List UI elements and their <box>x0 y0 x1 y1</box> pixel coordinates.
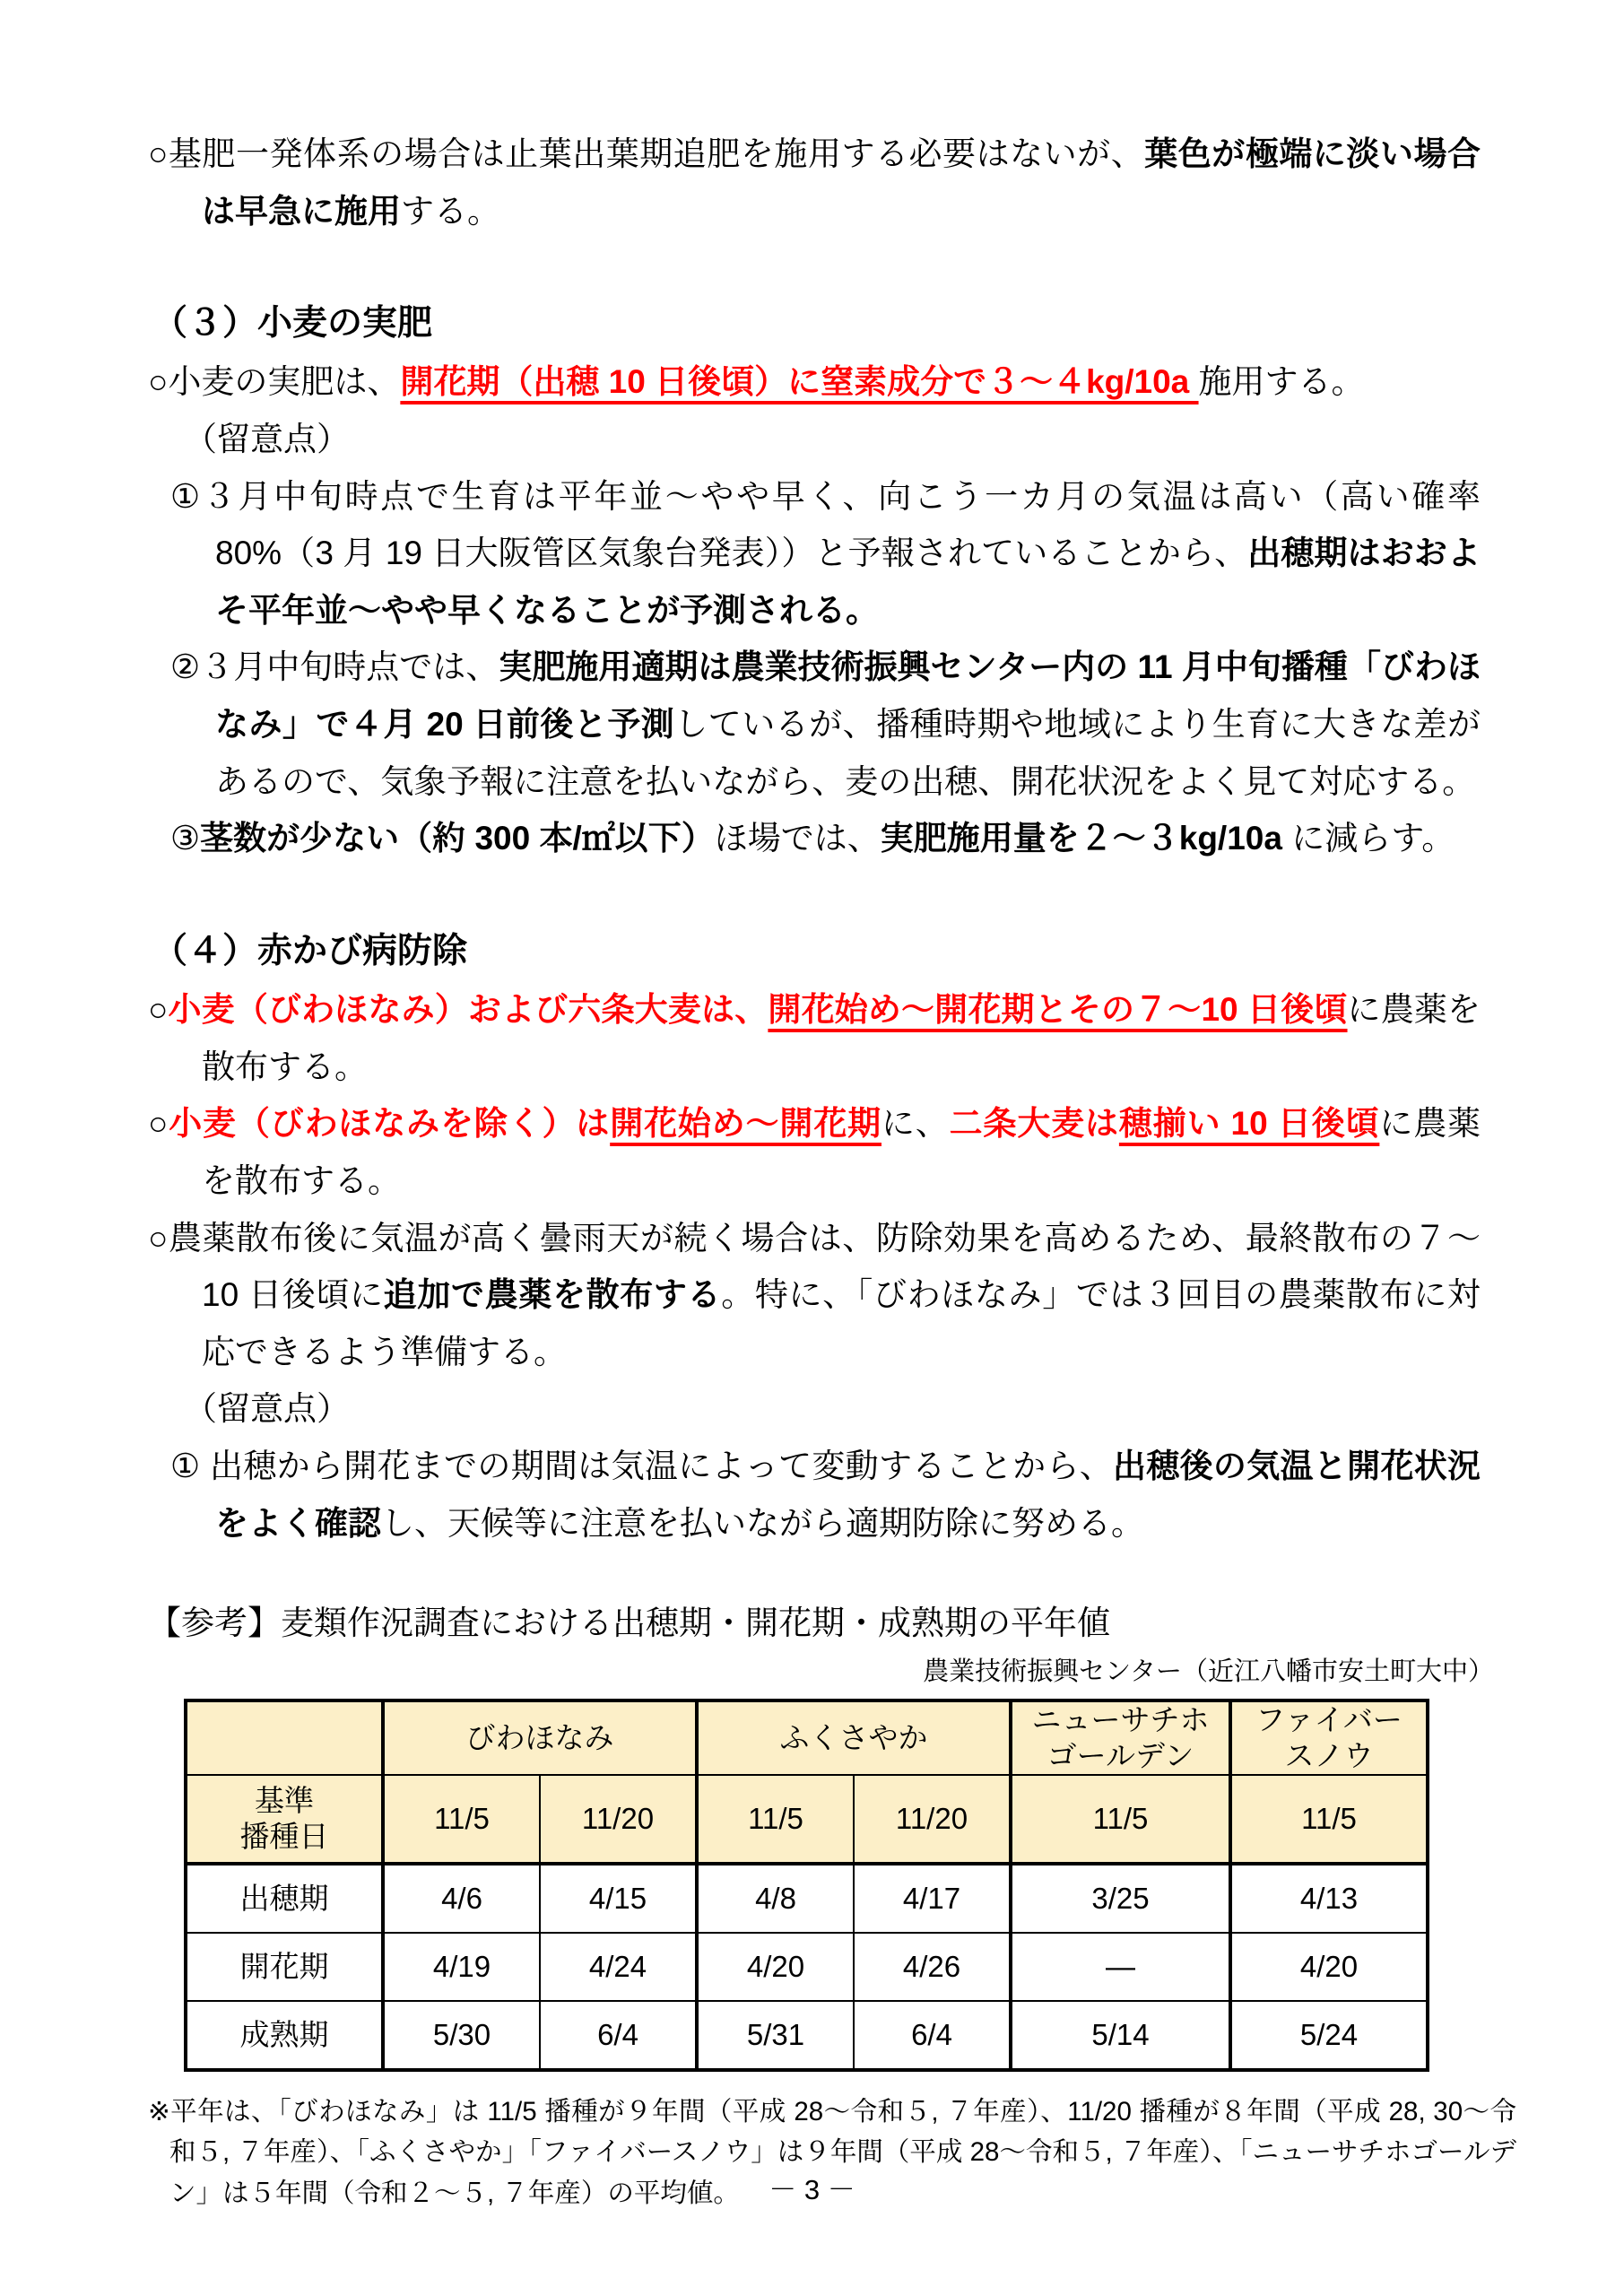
bullet-marker: ○ <box>148 1219 169 1257</box>
variety-fibersnow <box>1230 1700 1428 1775</box>
section3-item-2 <box>170 639 1481 810</box>
table-cell: 3/25 <box>1011 1864 1230 1933</box>
section3-item-1 <box>170 468 1481 639</box>
table-footnote: ※平年は、「びわほなみ」は 11/5 播種が９年間（平成 28～令和５, ７年産）、11/20 播種が８年間（平成 28, 30～令和５, ７年産）、「ふくさやか」「ファイバースノウ」は９年間（平成 28～令和５, ７年産）、「ニューサチホゴールデン」は５年間（令和２～５, ７年産）の平均値。 <box>148 2096 1516 2209</box>
bullet1-red-underline: 開花始め～開花期とその７～10 日後頃 <box>768 991 1348 1029</box>
bullet2-plain1: に、 <box>881 1105 950 1143</box>
table-cell: 5/30 <box>383 2001 540 2070</box>
table-cell: 6/4 <box>854 2001 1011 2070</box>
section4-bullet-1 <box>148 981 1481 1095</box>
bullet1-red-text: 小麦（びわほなみ）および六条大麦は、 <box>168 991 769 1029</box>
item1-text: ３月中旬時点で生育は平年並～やや早く、向こう一カ月の気温は高い（高い確率 80%（3 月 19 日大阪管区気象台発表））と予報されていることから、 <box>202 477 1481 572</box>
sec4-item1-text: 出穂から開花までの期間は気温によって変動することから、 <box>200 1448 1114 1485</box>
table-cell: 4/8 <box>697 1864 854 1933</box>
table-cell: 6/4 <box>540 2001 697 2070</box>
bullet2-red-text1: 小麦（びわほなみを除く）は <box>169 1105 611 1143</box>
table-row-flowering-stage <box>186 1933 1428 2001</box>
table-corner-cell <box>186 1700 383 1775</box>
table-cell: 4/26 <box>854 1933 1011 2001</box>
section3-bullet-end: 施用する。 <box>1198 363 1365 401</box>
section4-bullet-2 <box>148 1095 1481 1209</box>
table-cell: 4/20 <box>1230 1933 1428 2001</box>
bullet3-end: 。特に、「びわほなみ」では３回目の農薬散布に対応できるよう準備する。 <box>202 1276 1481 1370</box>
item-number-icon: ③ <box>170 820 201 857</box>
section3-bullet-text: 小麦の実肥は、 <box>168 363 401 401</box>
table-cell: 4/19 <box>383 1933 540 2001</box>
bullet3-text: 農薬散布後に気温が高く曇雨天が続く場合は、防除効果を高めるため、最終散布の７～10 日後頃に <box>168 1219 1481 1314</box>
intro-text: 基肥一発体系の場合は止葉出葉期追肥を施用する必要はないが、 <box>168 135 1145 172</box>
intro-text-bold: 葉色が極端に淡い場合は早急に施用 <box>202 135 1481 230</box>
table-cell: ― <box>1011 1933 1230 2001</box>
row-label: 出穂期 <box>186 1864 383 1933</box>
table-cell: 5/31 <box>697 2001 854 2070</box>
item3-text: ほ場では、 <box>714 820 881 857</box>
variety-line1: ファイバー <box>1255 1702 1403 1736</box>
section3-bullet <box>148 353 1481 411</box>
section4-bullet-3 <box>148 1210 1481 1381</box>
item2-text-bold: 実肥施用適期は農業技術振興センター内の 11 月中旬播種「びわほなみ」で４月 20 日前後と予測 <box>215 648 1481 744</box>
item3-text-bold2: 実肥施用量を２～３kg/10a <box>880 820 1282 857</box>
page-number: － 3 － <box>769 2173 855 2205</box>
bullet2-red-underline2: 穂揃い 10 日後頃 <box>1118 1105 1380 1143</box>
bullet2-end: に農薬を散布する。 <box>202 1105 1481 1199</box>
bullet-marker: ○ <box>148 1105 169 1143</box>
table-cell: 5/14 <box>1011 2001 1230 2070</box>
bullet2-red-text2: 二条大麦は <box>949 1105 1119 1143</box>
variety-fukusayaka: ふくさやか <box>697 1700 1011 1775</box>
item1-text-bold: 出穂期はおおよそ平年並～やや早くなることが予測される。 <box>215 535 1481 629</box>
sowing-date-header <box>186 1775 383 1864</box>
intro-bullet <box>148 126 1481 239</box>
sowing-date-cell: 11/5 <box>1011 1775 1230 1864</box>
table-row-heading-stage <box>186 1864 1428 1933</box>
sowing-date-cell: 11/5 <box>383 1775 540 1864</box>
item2-text-end: しているが、播種時期や地域により生育に大きな差があるので、気象予報に注意を払いながら、麦の出穂、開花状況をよく見て対応する。 <box>215 706 1481 800</box>
section3-heading: （３）小麦の実肥 <box>152 304 433 344</box>
sec4-item1-text-bold: 出穂後の気温と開花状況をよく確認 <box>215 1448 1481 1542</box>
sowing-date-cell: 11/5 <box>1230 1775 1428 1864</box>
bullet-marker: ○ <box>148 991 169 1029</box>
table-cell: 4/17 <box>854 1864 1011 1933</box>
item-number-icon: ① <box>170 1448 201 1485</box>
sowing-date-cell: 11/20 <box>540 1775 697 1864</box>
bullet3-text-bold: 追加で農薬を散布する <box>383 1276 722 1314</box>
table-cell: 4/6 <box>383 1864 540 1933</box>
bullet1-end: に農薬を散布する。 <box>202 991 1481 1085</box>
row-label: 開花期 <box>186 1933 383 2001</box>
item-number-icon: ① <box>170 477 203 515</box>
variety-biwahonami: びわほなみ <box>383 1700 697 1775</box>
row-label: 成熟期 <box>186 2001 383 2070</box>
item2-text: ３月中旬時点では、 <box>200 648 499 686</box>
item-number-icon: ② <box>170 648 201 686</box>
table-cell: 4/13 <box>1230 1864 1428 1933</box>
table-cell: 4/20 <box>697 1933 854 2001</box>
reference-table <box>184 1699 1429 2072</box>
reference-title: 【参考】麦類作況調査における出穂期・開花期・成熟期の平年値 <box>148 1605 1110 1642</box>
variety-line2: スノウ <box>1284 1738 1374 1772</box>
item3-text-end: に減らす。 <box>1281 820 1455 857</box>
section4-heading: （４）赤かび病防除 <box>152 931 468 970</box>
sowing-date-cell: 11/5 <box>697 1775 854 1864</box>
bullet2-red-underline1: 開花始め～開花期 <box>610 1105 881 1143</box>
section3-bullet-highlight: 開花期（出穂 10 日後頃）に窒素成分で３～４kg/10a <box>400 363 1199 401</box>
table-variety-header-row <box>186 1700 1428 1775</box>
reference-source: 農業技術振興センター（近江八幡市安土町大中） <box>923 1657 1494 1686</box>
table-cell: 5/24 <box>1230 2001 1428 2070</box>
table-cell: 4/24 <box>540 1933 697 2001</box>
table-cell: 4/15 <box>540 1864 697 1933</box>
sowing-date-cell: 11/20 <box>854 1775 1011 1864</box>
variety-line2: ゴールデン <box>1046 1738 1194 1772</box>
table-row-maturity-stage <box>186 2001 1428 2070</box>
sowing-header-line2: 播種日 <box>239 1819 329 1853</box>
variety-newsachiho-golden <box>1011 1700 1230 1775</box>
bullet-marker: ○ <box>148 135 169 172</box>
bullet-marker: ○ <box>148 363 169 401</box>
item3-text-bold1: 茎数が少ない（約 300 本/㎡以下） <box>200 820 715 857</box>
sowing-header-line1: 基準 <box>255 1783 314 1817</box>
intro-text-end: する。 <box>401 192 500 230</box>
section4-note-label: （留意点） <box>184 1390 350 1428</box>
sec4-item1-end: し、天候等に注意を払いながら適期防除に努める。 <box>381 1504 1144 1542</box>
section3-item-3 <box>170 810 1481 867</box>
section3-note-label: （留意点） <box>184 420 350 457</box>
variety-line1: ニューサチホ <box>1031 1702 1210 1736</box>
section4-item-1 <box>170 1438 1481 1552</box>
table-sowing-date-row <box>186 1775 1428 1864</box>
